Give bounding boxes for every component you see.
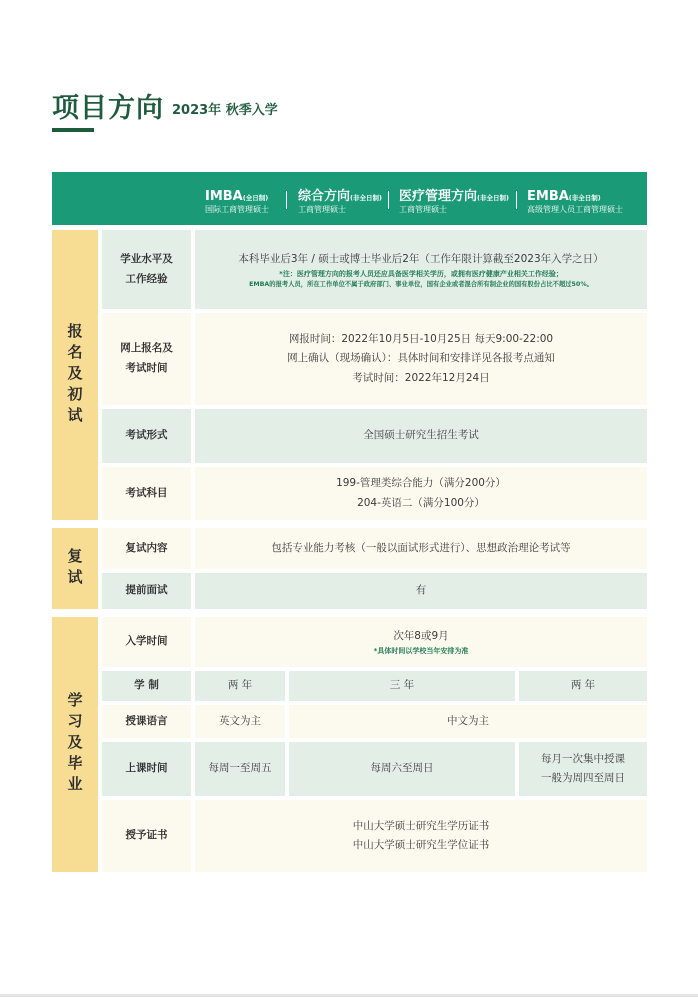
program-general-desc: 工商管理硕士 (298, 205, 346, 215)
language-imba-text: 英文为主 (219, 714, 261, 727)
program-medical (399, 186, 509, 215)
registration-time-line-2: 网上确认（现场确认）：具体时间和安排详见各报考点通知 (287, 352, 555, 365)
class-time-emba-line-1: 每月一次集中授课 (541, 752, 625, 765)
row-label-duration: 学 制 (102, 671, 191, 701)
section-retest (52, 528, 98, 609)
row-label-class-time: 上课时间 (102, 742, 191, 796)
row-exam-subjects-value (195, 467, 647, 520)
row-label-education (102, 230, 191, 309)
row-certificate-value (195, 800, 647, 872)
duration-imba-text: 两 年 (227, 679, 253, 692)
row-label-early-interview: 提前面试 (102, 573, 191, 609)
early-interview-text: 有 (415, 584, 427, 597)
row-label-certificate: 授予证书 (102, 800, 191, 872)
program-header (52, 172, 647, 225)
page-subtitle: 2023年 秋季入学 (172, 103, 278, 118)
class-time-middle-text: 每周六至周日 (370, 762, 434, 775)
program-medical-desc: 工商管理硕士 (399, 205, 447, 215)
program-medical-note: (非全日制) (477, 194, 509, 202)
row-retest-content-value (195, 528, 647, 569)
row-label-enroll-time: 入学时间 (102, 617, 191, 667)
certificate-line-2: 中山大学硕士研究生学位证书 (352, 839, 490, 851)
registration-time-line-3: 考试时间：2022年12月24日 (352, 371, 490, 384)
duration-middle-text: 三 年 (389, 679, 415, 692)
class-time-emba-line-2: 一般为周四至周日 (541, 772, 625, 784)
program-emba-name: EMBA (527, 189, 569, 204)
language-others (289, 705, 647, 738)
section-study-title: 学习及毕业 (65, 692, 84, 797)
header-divider (388, 191, 389, 209)
row-label-retest-content: 复试内容 (102, 528, 191, 569)
page-title: 项目方向 (52, 93, 164, 124)
duration-emba (519, 671, 647, 701)
program-general (298, 186, 382, 215)
row-education-value (195, 230, 647, 309)
program-general-name: 综合方向 (298, 189, 351, 204)
exam-subject-2: 204-英语二（满分100分） (357, 496, 485, 509)
header-divider (516, 191, 517, 209)
certificate-line-1: 中山大学硕士研究生学历证书 (352, 819, 490, 832)
program-imba-desc: 国际工商管理硕士 (205, 205, 269, 215)
duration-middle (289, 671, 515, 701)
enroll-time-text: 次年8或9月 (393, 630, 449, 643)
section-retest-title: 复试 (65, 547, 84, 590)
row-label-language: 授课语言 (102, 705, 191, 738)
title-underline (52, 128, 94, 132)
duration-imba (195, 671, 285, 701)
program-imba (205, 186, 269, 215)
row-label-registration-time (102, 313, 191, 405)
class-time-imba-text: 每周一至周五 (208, 762, 272, 775)
section-registration-title: 报名及初试 (65, 322, 84, 428)
education-note-2: EMBA的报考人员，所在工作单位不属于政府部门、事业单位，国有企业或者混合所有制企业的国有股份占比不超过50%。 (249, 280, 593, 288)
education-note-1: *注：医疗管理方向的报考人员还应具备医学相关学历，或拥有医疗健康产业相关工作经验； (279, 270, 563, 279)
section-study (52, 617, 98, 872)
education-main-text: 本科毕业后3年 / 硕士或博士毕业后2年（工作年限计算截至2023年入学之日） (238, 252, 604, 265)
program-emba (527, 186, 623, 215)
program-imba-name: IMBA (205, 189, 243, 204)
retest-content-text: 包括专业能力考核（一般以面试形式进行）、思想政治理论考试等 (271, 541, 571, 554)
header-divider (286, 191, 287, 209)
program-general-note: (非全日制) (350, 194, 382, 202)
language-imba (195, 705, 285, 738)
row-enroll-time-value (195, 617, 647, 667)
duration-emba-text: 两 年 (570, 679, 596, 692)
class-time-imba (195, 742, 285, 796)
row-label-exam-subjects: 考试科目 (102, 467, 191, 520)
class-time-middle (289, 742, 515, 796)
registration-time-line-1: 网报时间：2022年10月5日-10月25日 每天9:00-22:00 (288, 332, 554, 345)
row-label-education-text: 学业水平及工作经验 (120, 252, 173, 285)
row-label-registration-time-text: 网上报名及考试时间 (120, 342, 173, 374)
row-exam-form-value (195, 409, 647, 463)
language-others-text: 中文为主 (447, 714, 489, 727)
row-label-exam-form: 考试形式 (102, 409, 191, 463)
program-medical-name: 医疗管理方向 (399, 189, 478, 204)
exam-form-text: 全国硕士研究生招生考试 (363, 429, 479, 442)
class-time-emba (519, 742, 647, 796)
program-emba-desc: 高级管理人员工商管理硕士 (527, 205, 623, 215)
program-imba-note: (全日制) (242, 194, 269, 202)
section-registration (52, 230, 98, 520)
enroll-time-note: *具体时间以学校当年安排为准 (373, 647, 469, 656)
row-early-interview-value (195, 573, 647, 609)
exam-subject-1: 199-管理类综合能力（满分200分） (336, 477, 506, 490)
program-emba-note: (非全日制) (568, 194, 601, 202)
row-registration-time-value (195, 313, 647, 405)
